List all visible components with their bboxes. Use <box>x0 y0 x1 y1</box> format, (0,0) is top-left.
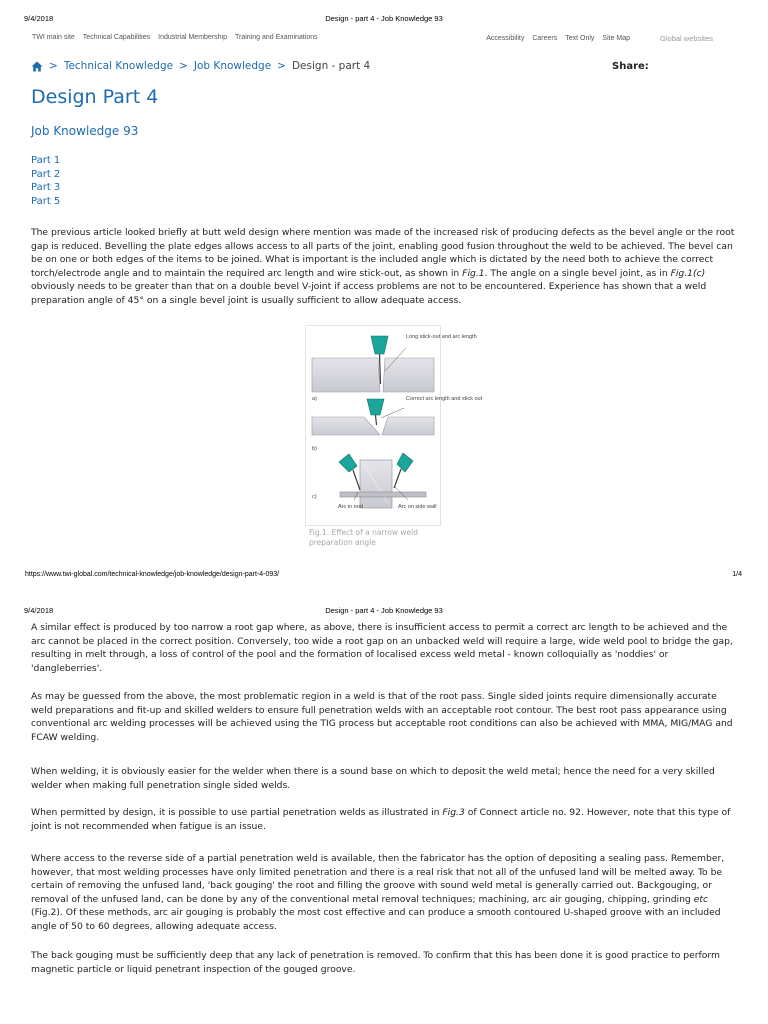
weld-diagram <box>306 326 483 525</box>
text-run: When permitted by design, it is possible to use partial penetration welds as illustrated in <box>31 807 443 818</box>
text-run: (Fig.2). Of these methods, arc air gouging is probably the most cost effective and can produce a smooth contoured U-shaped groove with an included angle of 50 to 60 degrees, allowing adequate access. <box>31 907 721 932</box>
panel-label: a) <box>312 396 317 402</box>
nav-link-industrial-membership[interactable]: Industrial Membership <box>158 34 227 41</box>
torch-shape <box>339 454 357 472</box>
nav-link-twi-main-site[interactable]: TWI main site <box>32 34 75 41</box>
print-title: Design - part 4 - Job Knowledge 93 <box>325 606 443 615</box>
text-emphasis: etc <box>693 893 708 905</box>
breadcrumb-technical-knowledge[interactable]: Technical Knowledge <box>63 60 174 72</box>
breadcrumb-separator: > <box>179 60 188 72</box>
panel-label: b) <box>312 446 317 452</box>
wire-line <box>380 354 381 384</box>
plate-shape <box>382 417 434 435</box>
intro-paragraph <box>31 226 741 308</box>
plate-shape <box>312 417 380 435</box>
text-run: The previous article looked briefly at butt weld design where mention was made of the increased risk of producing defects as the bevel angle or the root gap is reduced. Bevelling the plate edges allows access to all parts of the joint, enabling good fusion throughout the weld to be achieved. The bevel can be on one or both edges of the items to be joined. What is important is the included angle which is dictated by the need both to achieve the correct torch/electrode angle and to maintain the required arc length and wire stick-out, as shown in <box>31 227 735 279</box>
paragraph-root-gap: A similar effect is produced by too narrow a root gap where, as above, there is insufficient access to permit a correct arc length to be achieved and the arc cannot be placed in the correct position. Conversely, too wide a root gap on an unbacked weld will require a large, wide weld pool to bridge the gap, resulting in melt through, a loss of control of the pool and the formation of localised excess weld metal - known colloquially as 'noddies' or 'dangleberries'. <box>31 622 733 674</box>
torch-shape <box>371 336 388 354</box>
weld-figure <box>305 325 483 526</box>
figure-reference: Fig.3 <box>442 807 465 818</box>
part-link-5[interactable]: Part 5 <box>31 196 61 208</box>
paragraph-inspection: The back gouging must be sufficiently deep that any lack of penetration is removed. To confirm that this has been done it is good practice to perform magnetic particle or liquid penetrant inspection of the gouged groove. <box>31 950 720 975</box>
print-title: Design - part 4 - Job Knowledge 93 <box>325 14 443 23</box>
wire-line <box>376 415 377 425</box>
backing-strip <box>340 492 426 497</box>
paragraph-sound-base: When welding, it is obviously easier for the welder when there is a sound base on which to deposit the weld metal; hence the need for a very skilled welder when making full penetration single sided welds. <box>31 766 715 791</box>
nav-link-careers[interactable]: Careers <box>532 35 558 42</box>
text-run: . The angle on a single bevel joint, as in <box>484 267 671 279</box>
paragraph-root-pass: As may be guessed from the above, the most problematic region in a weld is that of the root pass. Single sided joints require dimensionally accurate weld preparations and fit-up and skilled welders to ensure full penetration welds with an acceptable root contour. The best root pass appearance using conventional arc welding processes will be achieved using the TIG process but acceptable root conditions can also be achieved with MMA, MIG/MAG and FCAW welding. <box>31 691 733 743</box>
nav-link-site-map[interactable]: Site Map <box>602 35 631 42</box>
print-header <box>0 606 768 618</box>
part-link-2[interactable]: Part 2 <box>31 168 61 180</box>
plate-shape <box>312 358 380 392</box>
breadcrumb <box>31 60 370 72</box>
figure-label: Correct arc length and stick out <box>406 396 483 402</box>
share-label: Share: <box>612 61 649 72</box>
print-page-number: 1/4 <box>732 571 742 578</box>
figure-caption: Fig.1. Effect of a narrow weld preparation angle <box>309 528 419 547</box>
nav-link-text-only[interactable]: Text Only <box>565 35 595 42</box>
page-title: Design Part 4 <box>31 86 159 108</box>
print-header <box>0 14 768 26</box>
figure-label: Arc in root <box>338 504 364 510</box>
paragraph-back-gouging <box>31 852 741 934</box>
text-run: Where access to the reverse side of a partial penetration weld is available, then the fabricator has the option of depositing a sealing pass. Remember, however, that most welding processes have only limited penetration and there is a real risk that not all of the unfused land will be melted away. To be certain of removing the unfused land, 'back gouging' the root and filling the groove with sound weld metal is generally carried out. Backgouging, or removal of the unfused land, can be done by any of the conventional metal removal techniques; machining, arc air gouging, chipping, grinding <box>31 853 725 905</box>
page-subtitle: Job Knowledge 93 <box>31 124 139 138</box>
torch-shape <box>397 453 413 472</box>
print-url: https://www.twi-global.com/technical-knowledge/job-knowledge/design-part-4-093/ <box>25 571 280 578</box>
paragraph-partial-penetration <box>31 806 741 833</box>
plate-shape <box>383 358 434 392</box>
part-link-1[interactable]: Part 1 <box>31 155 61 166</box>
print-date: 9/4/2018 <box>24 14 54 23</box>
nav-link-technical-capabilities[interactable]: Technical Capabilities <box>82 34 151 41</box>
breadcrumb-separator: > <box>277 60 286 72</box>
global-websites-link[interactable]: Global websites <box>660 34 713 43</box>
home-icon[interactable] <box>31 61 43 72</box>
figure-label: Arc on side wall <box>398 504 437 510</box>
print-footer <box>0 571 768 583</box>
wire-line <box>394 469 401 488</box>
breadcrumb-current: Design - part 4 <box>291 60 371 72</box>
leader-line <box>381 408 404 418</box>
panel-label: c) <box>312 494 317 500</box>
nav-link-accessibility[interactable]: Accessibility <box>486 35 525 42</box>
figure-reference: Fig.1(c) <box>670 267 706 279</box>
torch-shape <box>367 399 384 415</box>
parts-list <box>31 154 60 209</box>
nav-link-training[interactable]: Training and Examinations <box>235 34 318 41</box>
part-link-3[interactable]: Part 3 <box>31 182 61 194</box>
print-date: 9/4/2018 <box>24 606 54 615</box>
breadcrumb-separator: > <box>49 60 58 72</box>
top-navigation <box>0 34 768 46</box>
text-run: of Connect article no. 92. However, note that this type of joint is not recommended when fatigue is an issue. <box>31 807 731 832</box>
figure-label: Long stick-out and arc length <box>406 334 477 340</box>
text-run: obviously needs to be greater than that on a double bevel V-joint if access problems are not to be encountered. Experience has shown that a weld preparation angle of 45° on a single bevel joint is usually sufficient to allow adequate access. <box>31 281 707 306</box>
breadcrumb-job-knowledge[interactable]: Job Knowledge <box>193 60 272 72</box>
figure-reference: Fig.1 <box>462 267 485 279</box>
wire-line <box>353 470 360 490</box>
